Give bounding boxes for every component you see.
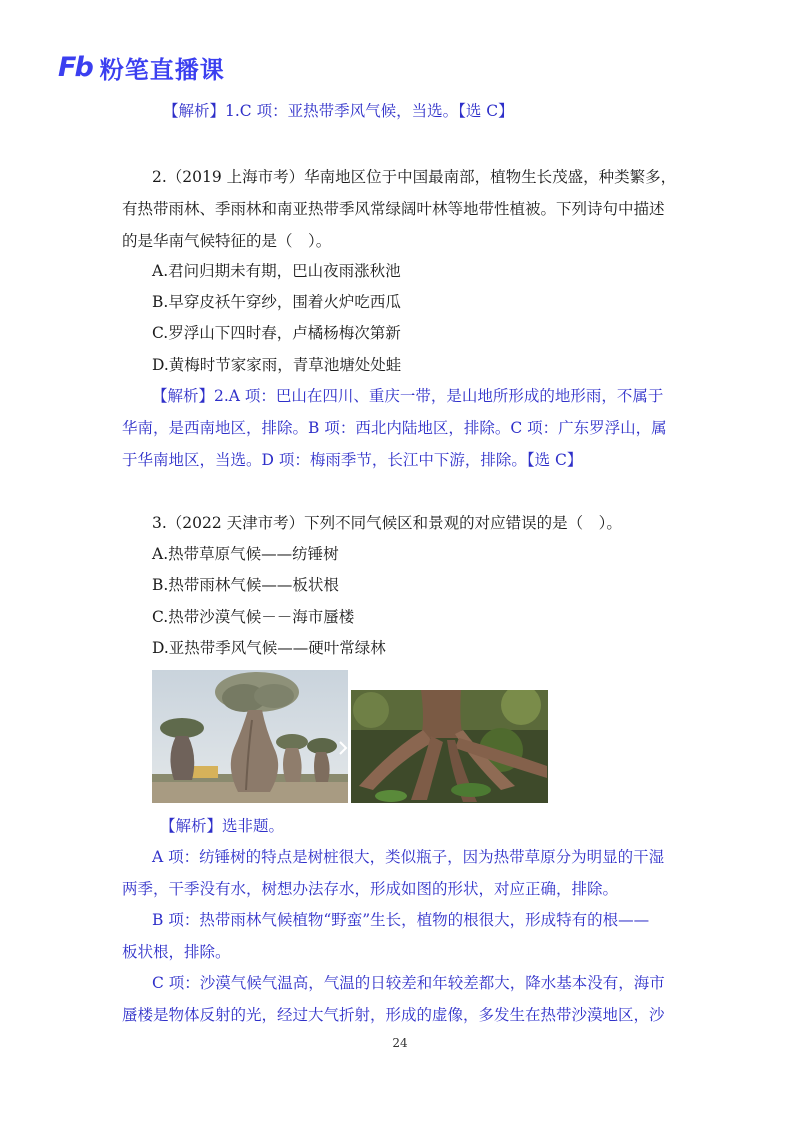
q3-analysis-line-6: C 项：沙漠气候气温高，气温的日较差和年较差都大，降水基本没有，海市 [152, 974, 665, 992]
q3-option-c: C.热带沙漠气候－－海市蜃楼 [152, 608, 355, 626]
brand-logo [58, 50, 225, 84]
logo-text: 粉笔直播课 [99, 55, 225, 84]
q2-analysis-line-1: 【解析】2.A 项：巴山在四川、重庆一带，是山地所形成的地形雨，不属于 [152, 387, 664, 405]
q3-analysis-line-3: 两季，干季没有水，树想办法存水，形成如图的形状，对应正确，排除。 [122, 880, 619, 898]
buttress-root-photo [351, 690, 548, 803]
bottle-tree-photo [152, 670, 348, 803]
q3-option-a: A.热带草原气候——纺锤树 [152, 545, 339, 563]
q2-option-c: C.罗浮山下四时春，卢橘杨梅次第新 [152, 324, 401, 342]
q3-stem: 3.（2022 天津市考）下列不同气候区和景观的对应错误的是（ ）。 [152, 514, 622, 532]
q2-stem-line-1: 2.（2019 上海市考）华南地区位于中国最南部，植物生长茂盛，种类繁多， [152, 168, 677, 186]
q3-option-b: B.热带雨林气候——板状根 [152, 576, 339, 594]
q3-analysis-line-7: 蜃楼是物体反射的光，经过大气折射，形成的虚像，多发生在热带沙漠地区，沙 [122, 1006, 665, 1024]
q2-option-b: B.早穿皮袄午穿纱，围着火炉吃西瓜 [152, 293, 401, 311]
logo-mark: Fb [58, 51, 92, 83]
q2-stem-line-2: 有热带雨林、季雨林和南亚热带季风常绿阔叶林等地带性植被。下列诗句中描述 [122, 200, 665, 218]
q2-analysis-line-2: 华南，是西南地区，排除。B 项：西北内陆地区，排除。C 项：广东罗浮山，属 [122, 419, 667, 437]
q3-analysis-line-2: A 项：纺锤树的特点是树桩很大，类似瓶子，因为热带草原分为明显的干湿 [152, 848, 665, 866]
page-number: 24 [392, 1036, 408, 1050]
q2-option-a: A.君问归期未有期，巴山夜雨涨秋池 [152, 262, 401, 280]
q2-stem-line-3: 的是华南气候特征的是（ ）。 [122, 232, 332, 250]
q3-analysis-line-5: 板状根，排除。 [122, 943, 231, 961]
q2-analysis-line-3: 于华南地区，当选。D 项：梅雨季节，长江中下游，排除。【选 C】 [122, 451, 583, 469]
q1-analysis: 【解析】1.C 项：亚热带季风气候，当选。【选 C】 [163, 102, 514, 120]
q2-option-d: D.黄梅时节家家雨，青草池塘处处蛙 [152, 356, 402, 374]
q3-option-d: D.亚热带季风气候——硬叶常绿林 [152, 639, 386, 657]
q3-analysis-line-1: 【解析】选非题。 [160, 817, 285, 835]
q3-analysis-line-4: B 项：热带雨林气候植物“野蛮”生长，植物的根很大，形成特有的根—— [152, 911, 650, 929]
